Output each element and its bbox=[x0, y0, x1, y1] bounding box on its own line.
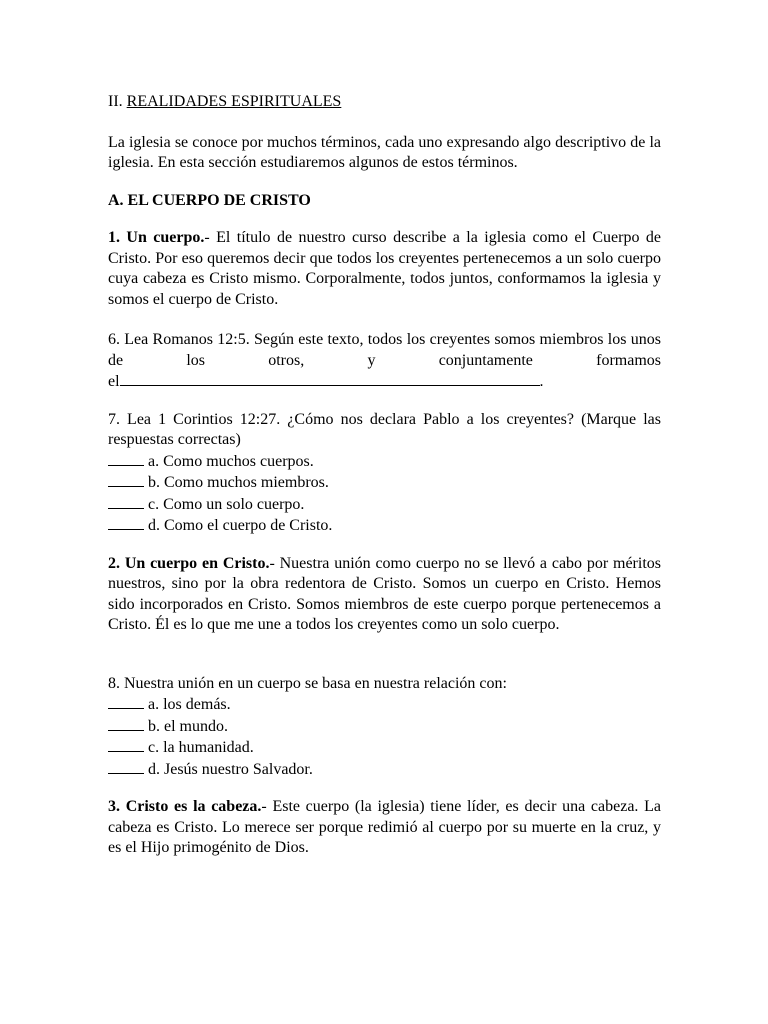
option-item: d. Jesús nuestro Salvador. bbox=[108, 759, 661, 781]
question-6: 6. Lea Romanos 12:5. Según este texto, todos los creyentes somos miembros los unos de los otros, y conjuntamente formamos bbox=[108, 331, 661, 369]
option-blank[interactable] bbox=[108, 472, 144, 487]
question-7-options bbox=[108, 451, 661, 537]
point-1-paragraph bbox=[108, 228, 661, 310]
option-item: a. Como muchos cuerpos. bbox=[108, 451, 661, 473]
option-item: d. Como el cuerpo de Cristo. bbox=[108, 515, 661, 537]
option-item: c. la humanidad. bbox=[108, 737, 661, 759]
point-1-text: - El título de nuestro curso describe a la iglesia como el Cuerpo de Cristo. Por eso queremos decir que todos los creyentes pertenecemos a un solo cuerpo cuya cabeza es Cristo mismo. Corporalmente, todos juntos, conformamos la iglesia y somos el cuerpo de Cristo. bbox=[108, 229, 661, 308]
option-blank[interactable] bbox=[108, 515, 144, 530]
subsection-heading: A. EL CUERPO DE CRISTO bbox=[108, 191, 311, 209]
section-title-text: REALIDADES ESPIRITUALES bbox=[126, 93, 342, 110]
point-3-paragraph bbox=[108, 797, 661, 859]
option-blank[interactable] bbox=[108, 494, 144, 509]
question-6-answer-line bbox=[108, 371, 661, 393]
section-number: II. bbox=[108, 93, 127, 110]
section-title bbox=[108, 92, 661, 113]
point-3-text: - Este cuerpo (la iglesia) tiene líder, es decir una cabeza. La cabeza es Cristo. Lo merece ser porque redimió al cuerpo por su muerte en la cruz, y es el Hijo primogénito de Dios. bbox=[108, 798, 662, 856]
option-item: c. Como un solo cuerpo. bbox=[108, 494, 661, 516]
option-blank[interactable] bbox=[108, 759, 144, 774]
document-page bbox=[108, 92, 661, 859]
option-blank[interactable] bbox=[108, 694, 144, 709]
option-item: a. los demás. bbox=[108, 694, 661, 716]
question-6-tail-start: el bbox=[108, 373, 120, 390]
question-6-tail-end: . bbox=[539, 373, 544, 390]
question-7-prompt: 7. Lea 1 Corintios 12:27. ¿Cómo nos declara Pablo a los creyentes? (Marque las respuestas correctas) bbox=[108, 410, 661, 448]
answer-blank[interactable] bbox=[120, 371, 540, 386]
point-2-lead: 2. Un cuerpo en Cristo. bbox=[108, 554, 270, 572]
option-blank[interactable] bbox=[108, 737, 144, 752]
point-1-lead: 1. Un cuerpo. bbox=[108, 229, 205, 246]
option-blank[interactable] bbox=[108, 451, 144, 466]
question-8-prompt: 8. Nuestra unión en un cuerpo se basa en nuestra relación con: bbox=[108, 674, 507, 692]
option-item: b. el mundo. bbox=[108, 716, 661, 738]
point-3-lead: 3. Cristo es la cabeza. bbox=[108, 798, 262, 815]
option-item: b. Como muchos miembros. bbox=[108, 472, 661, 494]
option-blank[interactable] bbox=[108, 716, 144, 731]
question-8-options bbox=[108, 694, 661, 780]
point-2-paragraph bbox=[108, 554, 661, 636]
point-2-text: - Nuestra unión como cuerpo no se llevó a cabo por méritos nuestros, sino por la obra redentora de Cristo. Somos un cuerpo en Cristo. Hemos sido incorporados en Cristo. Somos miembros de este cuerpo porque pertenecemos a Cristo. Él es lo que me une a todos los creyentes como un solo cuerpo. bbox=[108, 554, 661, 633]
intro-paragraph: La iglesia se conoce por muchos términos, cada uno expresando algo descriptivo de la iglesia. En esta sección estudiaremos algunos de estos términos. bbox=[108, 133, 661, 171]
